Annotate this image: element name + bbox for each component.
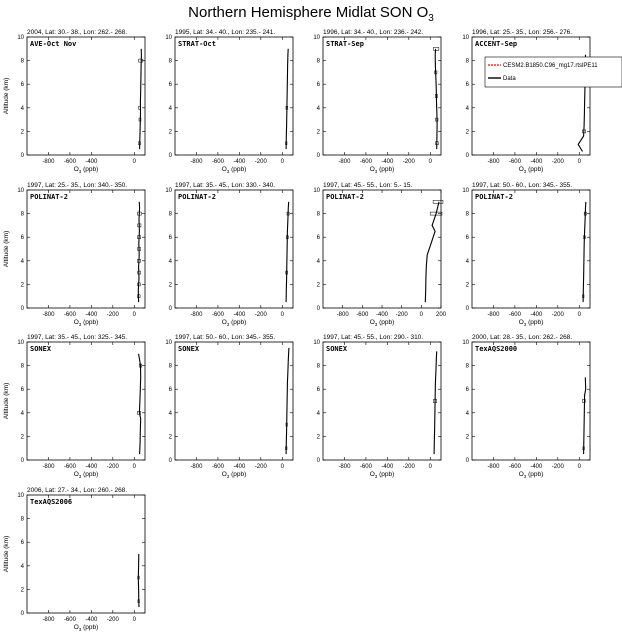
- x-axis-label-unit: (ppb): [81, 624, 99, 631]
- x-tick-label: -200: [402, 464, 415, 470]
- title-subscript: 3: [428, 13, 434, 24]
- panel-header: 1996, Lat: 25.- 35., Lon: 256.- 276.: [472, 29, 573, 36]
- x-axis-label-main: O: [518, 319, 524, 326]
- x-tick-label: -800: [42, 159, 55, 165]
- x-axis-label-sub: 3: [78, 474, 82, 479]
- x-tick-label: -200: [551, 312, 564, 318]
- y-tick-label: 6: [168, 235, 172, 242]
- x-tick-label: -800: [338, 159, 351, 165]
- x-axis-label-sub: 3: [78, 169, 82, 174]
- y-tick-label: 8: [20, 211, 24, 218]
- y-tick-label: 10: [17, 340, 24, 346]
- y-tick-label: 10: [462, 188, 469, 194]
- x-tick-label: -200: [106, 464, 119, 470]
- y-tick-label: 10: [313, 188, 320, 194]
- y-tick-label: 2: [20, 129, 24, 136]
- y-tick-label: 2: [465, 129, 469, 136]
- title-text: Northern Hemisphere Midlat SON O: [188, 4, 429, 21]
- y-tick-label: 10: [462, 340, 469, 346]
- panel-8: [462, 182, 590, 327]
- y-tick-label: 2: [168, 282, 172, 289]
- plot-frame: [175, 37, 293, 155]
- x-tick-label: -800: [338, 464, 351, 470]
- y-tick-label: 0: [465, 458, 469, 464]
- y-tick-label: 2: [168, 434, 172, 441]
- x-tick-label: -800: [42, 617, 55, 623]
- y-tick-label: 10: [17, 493, 24, 499]
- y-tick-label: 4: [168, 258, 172, 265]
- y-tick-label: 0: [316, 153, 320, 159]
- x-tick-label: 0: [132, 312, 136, 318]
- y-tick-label: 6: [168, 82, 172, 89]
- x-axis-label-unit: (ppb): [81, 471, 99, 478]
- x-tick-label: 0: [132, 464, 136, 470]
- y-tick-label: 0: [20, 153, 24, 159]
- y-tick-label: 0: [168, 458, 172, 464]
- y-tick-label: 8: [465, 211, 469, 218]
- plot-frame: [27, 495, 145, 613]
- y-axis-label: Altitude (km): [3, 77, 10, 115]
- y-tick-label: 8: [20, 363, 24, 370]
- x-tick-label: -600: [359, 159, 372, 165]
- x-axis-label-main: O: [73, 319, 79, 326]
- panel-4: [462, 29, 590, 174]
- data-profile-line: [583, 202, 586, 302]
- x-axis-label-main: O: [221, 319, 227, 326]
- data-profile-line: [139, 354, 141, 454]
- y-axis-label: Altitude (km): [3, 535, 10, 573]
- data-profile-line: [286, 49, 288, 149]
- y-tick-label: 10: [165, 35, 172, 41]
- y-tick-label: 4: [168, 105, 172, 112]
- y-tick-label: 8: [316, 363, 320, 370]
- experiment-label: TexAQS2000: [475, 345, 518, 353]
- panel-header: 2006, Lat: 27.- 34., Lon: 260.- 268.: [27, 487, 128, 494]
- panel-header: 2000, Lat: 28.- 35., Lon: 262.- 268.: [472, 334, 573, 341]
- x-axis-label: [519, 319, 544, 327]
- panel-header: 1997, Lat: 45.- 55., Lon: 290.- 310.: [323, 334, 424, 341]
- experiment-label: SONEX: [178, 345, 200, 353]
- x-tick-label: -400: [233, 312, 246, 318]
- experiment-label: ACCENT-Sep: [475, 40, 518, 48]
- x-tick-label: -600: [211, 312, 224, 318]
- x-tick-label: 0: [132, 617, 136, 623]
- y-tick-label: 10: [462, 35, 469, 41]
- x-tick-label: -200: [106, 312, 119, 318]
- x-axis-label-sub: 3: [78, 627, 82, 632]
- y-tick-label: 8: [20, 58, 24, 65]
- experiment-label: AVE-Oct Nov: [30, 40, 77, 48]
- x-tick-label: -600: [211, 159, 224, 165]
- panel-6: [165, 182, 293, 327]
- data-profile-line: [286, 348, 289, 454]
- x-axis-label: [519, 471, 544, 479]
- x-tick-label: -800: [487, 159, 500, 165]
- experiment-label: POLINAT-2: [475, 193, 513, 201]
- x-axis-label-main: O: [518, 166, 524, 173]
- x-tick-label: 0: [428, 159, 432, 165]
- legend: [485, 57, 622, 87]
- x-tick-label: -400: [530, 464, 543, 470]
- y-tick-label: 8: [168, 58, 172, 65]
- y-tick-label: 10: [17, 188, 24, 194]
- experiment-label: POLINAT-2: [326, 193, 364, 201]
- experiment-label: POLINAT-2: [178, 193, 216, 201]
- x-axis-label-sub: 3: [78, 322, 82, 327]
- y-tick-label: 2: [316, 129, 320, 136]
- x-tick-label: -800: [42, 464, 55, 470]
- y-tick-label: 4: [316, 105, 320, 112]
- panel-header: 1997, Lat: 35.- 45., Lon: 325.- 345.: [27, 334, 128, 341]
- x-tick-label: 0: [132, 159, 136, 165]
- x-tick-label: -400: [85, 617, 98, 623]
- y-tick-label: 0: [20, 611, 24, 617]
- y-axis-label: Altitude (km): [3, 382, 10, 420]
- x-tick-label: -400: [233, 159, 246, 165]
- y-tick-label: 4: [20, 410, 24, 417]
- plot-frame: [175, 190, 293, 308]
- x-axis-label: [370, 319, 395, 327]
- y-tick-label: 8: [465, 58, 469, 65]
- experiment-label: STRAT-Sep: [326, 40, 364, 48]
- x-axis-label-sub: 3: [226, 474, 230, 479]
- x-tick-label: -200: [254, 159, 267, 165]
- x-tick-label: -600: [508, 464, 521, 470]
- x-tick-label: -600: [63, 159, 76, 165]
- panel-header: 1997, Lat: 50.- 60., Lon: 345.- 355.: [472, 182, 573, 189]
- y-tick-label: 4: [20, 105, 24, 112]
- y-tick-label: 4: [316, 258, 320, 265]
- x-tick-label: 0: [428, 464, 432, 470]
- x-axis-label: [519, 166, 544, 174]
- x-axis-label-sub: 3: [374, 322, 378, 327]
- x-tick-label: -200: [551, 159, 564, 165]
- experiment-label: POLINAT-2: [30, 193, 68, 201]
- panel-10: [165, 334, 293, 479]
- x-axis-label-sub: 3: [374, 474, 378, 479]
- panel-header: 1997, Lat: 35.- 45., Lon: 330.- 340.: [175, 182, 276, 189]
- x-tick-label: -400: [85, 159, 98, 165]
- x-tick-label: -600: [63, 464, 76, 470]
- x-tick-label: -200: [551, 464, 564, 470]
- y-tick-label: 10: [313, 35, 320, 41]
- y-tick-label: 8: [168, 211, 172, 218]
- panel-header: 1997, Lat: 45.- 55., Lon: 5.- 15.: [323, 182, 413, 189]
- y-tick-label: 0: [316, 306, 320, 312]
- y-tick-label: 6: [316, 235, 320, 242]
- x-tick-label: -800: [190, 159, 203, 165]
- x-axis-label: [74, 471, 99, 479]
- plot-frame: [472, 342, 590, 460]
- y-tick-label: 8: [20, 516, 24, 523]
- x-axis-label: [370, 166, 395, 174]
- y-axis-label: Altitude (km): [3, 230, 10, 268]
- panel-header: 1997, Lat: 25.- 35., Lon: 340.- 350.: [27, 182, 128, 189]
- legend-data-label: Data: [503, 76, 516, 82]
- x-axis-label-unit: (ppb): [229, 471, 247, 478]
- x-axis-label-main: O: [369, 471, 375, 478]
- panel-11: [313, 334, 441, 479]
- plot-frame: [323, 37, 441, 155]
- x-axis-label: [222, 471, 247, 479]
- x-tick-label: -600: [508, 312, 521, 318]
- x-axis-label-sub: 3: [523, 169, 527, 174]
- data-profile-line: [425, 202, 439, 302]
- y-tick-label: 0: [316, 458, 320, 464]
- x-axis-label: [74, 624, 99, 632]
- x-axis-label-sub: 3: [374, 169, 378, 174]
- data-profile-line: [140, 49, 142, 149]
- x-axis-label-main: O: [73, 471, 79, 478]
- plot-frame: [27, 342, 145, 460]
- x-axis-label: [222, 166, 247, 174]
- y-tick-label: 2: [20, 587, 24, 594]
- panel-header: 1997, Lat: 50.- 60., Lon: 345.- 355.: [175, 334, 276, 341]
- data-profile-line: [435, 49, 437, 149]
- x-tick-label: -600: [211, 464, 224, 470]
- y-tick-label: 2: [465, 434, 469, 441]
- y-tick-label: 4: [465, 410, 469, 417]
- x-tick-label: -800: [190, 312, 203, 318]
- y-tick-label: 4: [465, 258, 469, 265]
- panel-header: 1995, Lat: 34.- 40., Lon: 235.- 241.: [175, 29, 276, 36]
- x-tick-label: 0: [280, 312, 284, 318]
- x-tick-label: -200: [402, 159, 415, 165]
- y-tick-label: 2: [168, 129, 172, 136]
- x-tick-label: 0: [280, 464, 284, 470]
- x-axis-label-sub: 3: [226, 322, 230, 327]
- y-tick-label: 6: [20, 82, 24, 89]
- y-tick-label: 6: [316, 387, 320, 394]
- x-tick-label: 200: [435, 312, 447, 318]
- x-tick-label: -800: [487, 312, 500, 318]
- x-axis-label-main: O: [369, 166, 375, 173]
- y-tick-label: 10: [165, 340, 172, 346]
- y-tick-label: 2: [316, 282, 320, 289]
- y-tick-label: 10: [17, 35, 24, 41]
- x-tick-label: -400: [85, 464, 98, 470]
- x-axis-label-main: O: [221, 471, 227, 478]
- y-tick-label: 0: [168, 306, 172, 312]
- x-axis-label-unit: (ppb): [377, 319, 395, 326]
- x-tick-label: -200: [395, 312, 408, 318]
- y-tick-label: 6: [20, 387, 24, 394]
- panel-13: [3, 487, 145, 632]
- legend-box: [485, 57, 622, 87]
- x-tick-label: -800: [336, 312, 349, 318]
- panel-1: [3, 29, 145, 174]
- experiment-label: TexAQS2006: [30, 498, 73, 506]
- x-axis-label-unit: (ppb): [229, 166, 247, 173]
- x-tick-label: 0: [577, 159, 581, 165]
- x-axis-label-main: O: [73, 166, 79, 173]
- y-tick-label: 4: [465, 105, 469, 112]
- plot-frame: [27, 190, 145, 308]
- y-tick-label: 6: [168, 387, 172, 394]
- y-tick-label: 4: [20, 563, 24, 570]
- y-tick-label: 8: [316, 211, 320, 218]
- x-tick-label: -600: [63, 312, 76, 318]
- plot-frame: [27, 37, 145, 155]
- x-tick-label: -600: [359, 464, 372, 470]
- panel-header: 2004, Lat: 30.- 38., Lon: 262.- 268.: [27, 29, 128, 36]
- y-tick-label: 6: [465, 235, 469, 242]
- x-tick-label: -600: [356, 312, 369, 318]
- y-tick-label: 6: [465, 82, 469, 89]
- x-axis-label-unit: (ppb): [229, 319, 247, 326]
- data-range-box: [433, 200, 443, 203]
- plot-frame: [175, 342, 293, 460]
- y-tick-label: 8: [316, 58, 320, 65]
- panel-12: [462, 334, 590, 479]
- y-tick-label: 0: [168, 153, 172, 159]
- x-tick-label: -400: [233, 464, 246, 470]
- y-tick-label: 0: [20, 458, 24, 464]
- x-tick-label: -400: [85, 312, 98, 318]
- data-profile-line: [584, 377, 586, 454]
- panel-3: [313, 29, 441, 174]
- x-axis-label: [74, 319, 99, 327]
- x-axis-label-main: O: [221, 166, 227, 173]
- x-axis-label: [74, 166, 99, 174]
- y-tick-label: 8: [465, 363, 469, 370]
- x-tick-label: -400: [530, 159, 543, 165]
- x-tick-label: -400: [381, 464, 394, 470]
- y-tick-label: 10: [313, 340, 320, 346]
- x-tick-label: 0: [577, 464, 581, 470]
- panel-5: [3, 182, 145, 327]
- panel-header: 1996, Lat: 34.- 40., Lon: 236.- 242.: [323, 29, 424, 36]
- x-tick-label: -800: [42, 312, 55, 318]
- y-tick-label: 0: [465, 306, 469, 312]
- x-tick-label: -600: [63, 617, 76, 623]
- plot-frame: [472, 190, 590, 308]
- y-tick-label: 2: [20, 282, 24, 289]
- x-tick-label: -400: [381, 159, 394, 165]
- y-tick-label: 2: [465, 282, 469, 289]
- panel-9: [3, 334, 145, 479]
- x-tick-label: -400: [375, 312, 389, 318]
- data-profile-line: [138, 202, 139, 302]
- x-tick-label: 0: [280, 159, 284, 165]
- x-axis-label-unit: (ppb): [377, 166, 395, 173]
- y-tick-label: 6: [20, 235, 24, 242]
- x-tick-label: -200: [254, 312, 267, 318]
- y-tick-label: 2: [316, 434, 320, 441]
- plot-frame: [472, 37, 590, 155]
- x-axis-label: [222, 319, 247, 327]
- x-axis-label-unit: (ppb): [526, 471, 544, 478]
- panel-2: [165, 29, 293, 174]
- x-axis-label-main: O: [369, 319, 375, 326]
- y-tick-label: 6: [20, 540, 24, 547]
- data-range-box: [433, 47, 438, 50]
- x-tick-label: -800: [190, 464, 203, 470]
- y-tick-label: 0: [20, 306, 24, 312]
- x-axis-label-unit: (ppb): [377, 471, 395, 478]
- x-tick-label: -200: [106, 617, 119, 623]
- data-profile-line: [138, 554, 139, 607]
- y-tick-label: 4: [168, 410, 172, 417]
- x-axis-label-sub: 3: [523, 474, 527, 479]
- plot-frame: [323, 190, 441, 308]
- y-tick-label: 6: [316, 82, 320, 89]
- legend-model-label: CESM2.B1850.C96_mg17.rtslPE11: [503, 63, 598, 69]
- y-tick-label: 10: [165, 188, 172, 194]
- x-axis-label-unit: (ppb): [81, 166, 99, 173]
- x-axis-label: [370, 471, 395, 479]
- y-tick-label: 0: [465, 153, 469, 159]
- x-tick-label: -200: [254, 464, 267, 470]
- x-tick-label: 0: [419, 312, 424, 318]
- x-axis-label-unit: (ppb): [526, 319, 544, 326]
- x-tick-label: -600: [508, 159, 521, 165]
- x-axis-label-main: O: [518, 471, 524, 478]
- experiment-label: SONEX: [30, 345, 52, 353]
- data-profile-line: [286, 202, 289, 302]
- x-axis-label-unit: (ppb): [526, 166, 544, 173]
- y-tick-label: 6: [465, 387, 469, 394]
- x-tick-label: -400: [530, 312, 543, 318]
- x-axis-label-sub: 3: [226, 169, 230, 174]
- experiment-label: STRAT-Oct: [178, 40, 216, 48]
- plot-frame: [323, 342, 441, 460]
- x-axis-label-unit: (ppb): [81, 319, 99, 326]
- y-tick-label: 4: [316, 410, 320, 417]
- experiment-label: SONEX: [326, 345, 348, 353]
- y-tick-label: 8: [168, 363, 172, 370]
- y-tick-label: 2: [20, 434, 24, 441]
- x-axis-label-sub: 3: [523, 322, 527, 327]
- y-tick-label: 4: [20, 258, 24, 265]
- x-tick-label: 0: [577, 312, 581, 318]
- x-tick-label: -800: [487, 464, 500, 470]
- x-axis-label-main: O: [73, 624, 79, 631]
- panel-7: [313, 182, 446, 327]
